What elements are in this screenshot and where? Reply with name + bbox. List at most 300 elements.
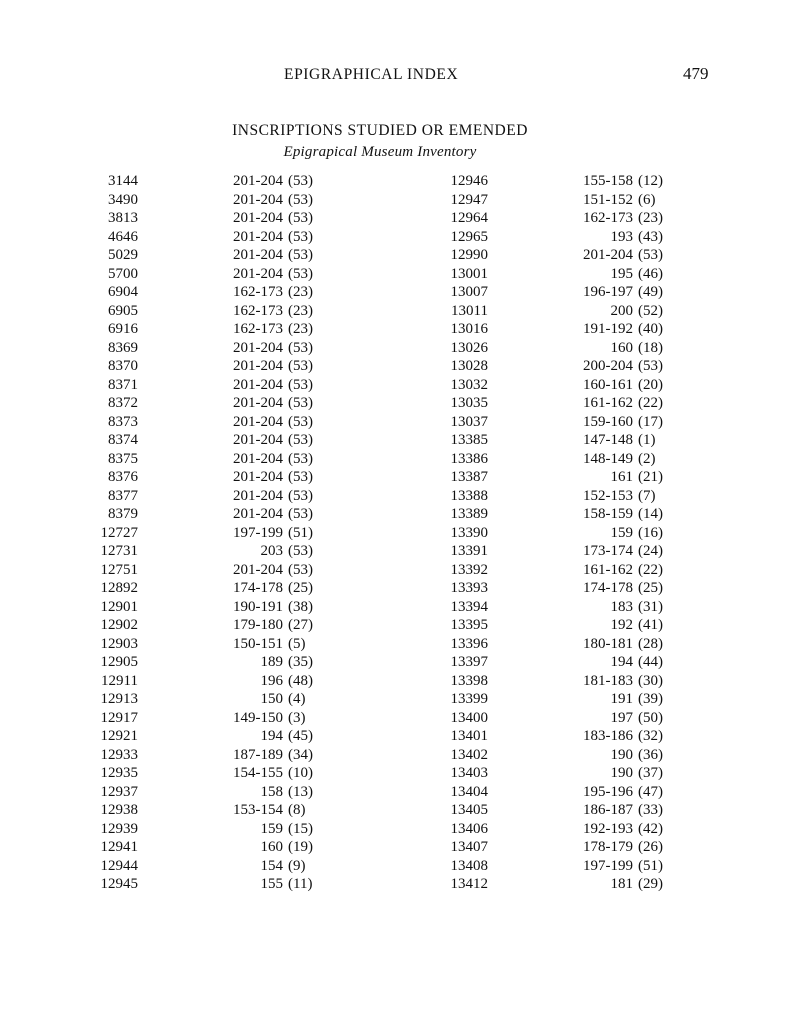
inventory-number: 13028: [450, 358, 488, 374]
entry-reference: (31): [638, 598, 663, 615]
inventory-number: 12935: [100, 765, 138, 781]
index-entry: [80, 561, 480, 580]
page-range: 201-204: [233, 376, 283, 393]
inventory-number: 5700: [108, 265, 138, 282]
page-range: 192: [610, 617, 633, 633]
page-range: 160: [260, 839, 283, 855]
inventory-number: 8372: [108, 395, 138, 411]
inventory-number: 13026: [450, 339, 488, 356]
index-entry: [80, 357, 480, 376]
index-entry: [80, 709, 480, 728]
index-entry: [430, 764, 786, 783]
page-range: 161: [610, 469, 633, 485]
entry-reference: (27): [288, 617, 313, 633]
index-entry: [430, 487, 786, 506]
entry-reference: (3): [288, 709, 306, 726]
entry-reference: (48): [288, 672, 313, 689]
page-range: 159: [610, 524, 633, 541]
entry-reference: (32): [638, 728, 663, 744]
entry-reference: (53): [638, 358, 663, 374]
page-range: 162-173: [233, 284, 283, 300]
index-entry: [80, 524, 480, 543]
entry-reference: (53): [288, 561, 313, 578]
index-entry: [80, 783, 480, 802]
inventory-number: 13388: [450, 487, 488, 504]
index-entry: [430, 302, 786, 321]
entry-reference: (37): [638, 765, 663, 781]
page-range: 192-193: [583, 820, 633, 837]
page-range: 155: [260, 876, 283, 892]
inventory-number: 13386: [450, 450, 488, 467]
entry-reference: (39): [638, 691, 663, 707]
inventory-number: 13407: [450, 839, 488, 855]
inventory-number: 6905: [108, 302, 138, 319]
inventory-number: 13011: [451, 302, 488, 319]
index-entry: [80, 690, 480, 709]
index-entry: [430, 561, 786, 580]
inventory-number: 12945: [100, 876, 138, 892]
index-entry: [80, 746, 480, 765]
page-range: 201-204: [233, 247, 283, 263]
entry-reference: (44): [638, 654, 663, 670]
page-range: 151-152: [583, 191, 633, 208]
inventory-number: 13385: [450, 432, 488, 448]
index-entry: [430, 838, 786, 857]
page-range: 201-204: [233, 469, 283, 485]
page-range: 201-204: [583, 247, 633, 263]
inventory-number: 8369: [108, 339, 138, 356]
index-entry: [80, 320, 480, 339]
entry-reference: (20): [638, 376, 663, 393]
page-range: 201-204: [233, 210, 283, 226]
page-range: 155-158: [583, 173, 633, 189]
entry-reference: (53): [288, 432, 313, 448]
index-entry: [430, 727, 786, 746]
entry-reference: (26): [638, 839, 663, 855]
page-range: 201-204: [233, 487, 283, 504]
entry-reference: (17): [638, 413, 663, 430]
index-entry: [430, 598, 786, 617]
page-range: 194: [260, 728, 283, 744]
entry-reference: (8): [288, 802, 306, 818]
inventory-number: 13393: [450, 580, 488, 596]
inventory-number: 8370: [108, 358, 138, 374]
entry-reference: (19): [288, 839, 313, 855]
entry-reference: (45): [288, 728, 313, 744]
inventory-number: 12946: [450, 173, 488, 189]
inventory-number: 12990: [450, 247, 488, 263]
page-range: 201-204: [233, 358, 283, 374]
index-entry: [80, 468, 480, 487]
inventory-number: 3813: [108, 210, 138, 226]
entry-reference: (28): [638, 635, 663, 652]
inventory-number: 4646: [108, 228, 138, 245]
index-column-right: [430, 172, 786, 894]
index-entry: [80, 838, 480, 857]
entry-reference: (41): [638, 617, 663, 633]
page-range: 178-179: [583, 839, 633, 855]
inventory-number: 13402: [450, 746, 488, 763]
inventory-number: 12965: [450, 228, 488, 245]
entry-reference: (52): [638, 302, 663, 319]
page-range: 173-174: [583, 543, 633, 559]
index-entry: [80, 727, 480, 746]
index-entry: [430, 172, 786, 191]
page-range: 153-154: [233, 802, 283, 818]
entry-reference: (53): [288, 358, 313, 374]
inventory-number: 13404: [450, 783, 488, 800]
entry-reference: (23): [288, 302, 313, 319]
entry-reference: (11): [288, 876, 313, 892]
index-entry: [430, 857, 786, 876]
index-entry: [430, 394, 786, 413]
page-range: 183: [610, 598, 633, 615]
entry-reference: (53): [288, 210, 313, 226]
inventory-number: 3490: [108, 191, 138, 208]
index-entry: [430, 709, 786, 728]
inventory-number: 8377: [108, 487, 138, 504]
inventory-number: 13398: [450, 672, 488, 689]
inventory-number: 12903: [100, 635, 138, 652]
page-range: 196-197: [583, 284, 633, 300]
entry-reference: (18): [638, 339, 663, 356]
entry-reference: (53): [288, 339, 313, 356]
inventory-number: 13390: [450, 524, 488, 541]
page-range: 174-178: [233, 580, 283, 596]
index-entry: [80, 302, 480, 321]
entry-reference: (22): [638, 395, 663, 411]
running-title: EPIGRAPHICAL INDEX: [284, 66, 459, 83]
page-range: 197-199: [583, 857, 633, 874]
inventory-number: 13392: [450, 561, 488, 578]
inventory-number: 13032: [450, 376, 488, 393]
index-entry: [430, 524, 786, 543]
inventory-number: 8374: [108, 432, 138, 448]
section-subtitle: Epigrapical Museum Inventory: [283, 144, 477, 160]
inventory-number: 12892: [100, 580, 138, 596]
page-range: 201-204: [233, 395, 283, 411]
index-entry: [80, 339, 480, 358]
index-entry: [80, 487, 480, 506]
inventory-number: 13399: [450, 691, 488, 707]
entry-reference: (12): [638, 173, 663, 189]
inventory-number: 12901: [100, 598, 138, 615]
entry-reference: (43): [638, 228, 663, 245]
inventory-number: 12947: [450, 191, 488, 208]
index-entry: [430, 653, 786, 672]
entry-reference: (2): [638, 450, 656, 467]
page-range: 154: [260, 857, 283, 874]
inventory-number: 13016: [450, 321, 488, 337]
index-entry: [80, 283, 480, 302]
entry-reference: (9): [288, 857, 306, 874]
entry-reference: (40): [638, 321, 663, 337]
inventory-number: 12944: [100, 857, 138, 874]
inventory-number: 12913: [100, 691, 138, 707]
entry-reference: (21): [638, 469, 663, 485]
inventory-number: 8376: [108, 469, 138, 485]
index-entry: [80, 801, 480, 820]
entry-reference: (29): [638, 876, 663, 892]
page-range: 162-173: [233, 302, 283, 319]
inventory-number: 13405: [450, 802, 488, 818]
index-entry: [80, 579, 480, 598]
index-entry: [430, 265, 786, 284]
inventory-number: 5029: [108, 247, 138, 263]
page-range: 200-204: [583, 358, 633, 374]
entry-reference: (53): [288, 173, 313, 189]
index-entry: [430, 875, 786, 894]
page-range: 201-204: [233, 228, 283, 245]
inventory-number: 8375: [108, 450, 138, 467]
inventory-number: 13403: [450, 765, 488, 781]
entry-reference: (1): [638, 432, 656, 448]
entry-reference: (53): [288, 395, 313, 411]
index-entry: [80, 635, 480, 654]
index-entry: [80, 450, 480, 469]
inventory-number: 13389: [450, 506, 488, 522]
index-entry: [430, 413, 786, 432]
index-entry: [430, 468, 786, 487]
inventory-number: 13037: [450, 413, 488, 430]
inventory-number: 12731: [100, 543, 138, 559]
index-entry: [430, 357, 786, 376]
index-entry: [80, 875, 480, 894]
page-range: 193: [610, 228, 633, 245]
index-entry: [430, 635, 786, 654]
page-range: 196: [260, 672, 283, 689]
page-range: 158: [260, 783, 283, 800]
entry-reference: (38): [288, 598, 313, 615]
page-range: 186-187: [583, 802, 633, 818]
page-range: 160: [610, 339, 633, 356]
inventory-number: 8373: [108, 413, 138, 430]
index-entry: [80, 209, 480, 228]
entry-reference: (22): [638, 561, 663, 578]
page-range: 160-161: [583, 376, 633, 393]
entry-reference: (10): [288, 765, 313, 781]
page-range: 190: [610, 765, 633, 781]
page-range: 201-204: [233, 561, 283, 578]
index-entry: [430, 431, 786, 450]
entry-reference: (7): [638, 487, 656, 504]
index-entry: [430, 320, 786, 339]
page-range: 201-204: [233, 432, 283, 448]
entry-reference: (23): [638, 210, 663, 226]
page-range: 190: [610, 746, 633, 763]
section-title: INSCRIPTIONS STUDIED OR EMENDED: [232, 122, 528, 139]
page-range: 162-173: [583, 210, 633, 226]
inventory-number: 6916: [108, 321, 138, 337]
inventory-number: 12964: [450, 210, 488, 226]
entry-reference: (15): [288, 820, 313, 837]
inventory-number: 13035: [450, 395, 488, 411]
index-entry: [430, 820, 786, 839]
index-entry: [80, 598, 480, 617]
inventory-number: 13408: [450, 857, 488, 874]
page-range: 181-183: [583, 672, 633, 689]
index-entry: [430, 191, 786, 210]
index-entry: [430, 746, 786, 765]
page-number: 479: [683, 64, 709, 83]
index-entry: [80, 616, 480, 635]
entry-reference: (53): [288, 543, 313, 559]
page-range: 190-191: [233, 598, 283, 615]
entry-reference: (13): [288, 783, 313, 800]
index-entry: [430, 209, 786, 228]
page-range: 191: [610, 691, 633, 707]
index-entry: [430, 228, 786, 247]
inventory-number: 12921: [100, 728, 138, 744]
entry-reference: (53): [288, 413, 313, 430]
inventory-number: 13396: [450, 635, 488, 652]
entry-reference: (50): [638, 709, 663, 726]
index-entry: [80, 672, 480, 691]
page-range: 197-199: [233, 524, 283, 541]
index-entry: [430, 579, 786, 598]
inventory-number: 12917: [100, 709, 138, 726]
entry-reference: (53): [288, 506, 313, 522]
index-column-left: [80, 172, 480, 894]
inventory-number: 8379: [108, 506, 138, 522]
entry-reference: (16): [638, 524, 663, 541]
page-range: 181: [610, 876, 633, 892]
page-range: 159-160: [583, 413, 633, 430]
entry-reference: (51): [638, 857, 663, 874]
inventory-number: 13395: [450, 617, 488, 633]
index-entry: [430, 801, 786, 820]
index-entry: [80, 857, 480, 876]
inventory-number: 12933: [100, 746, 138, 763]
index-entry: [430, 450, 786, 469]
index-entry: [430, 690, 786, 709]
page-range: 195-196: [583, 783, 633, 800]
index-entry: [430, 246, 786, 265]
inventory-number: 13391: [450, 543, 488, 559]
page-range: 187-189: [233, 746, 283, 763]
entry-reference: (14): [638, 506, 663, 522]
entry-reference: (53): [288, 450, 313, 467]
index-entry: [430, 376, 786, 395]
page-range: 203: [260, 543, 283, 559]
index-entry: [80, 172, 480, 191]
inventory-number: 3144: [108, 173, 138, 189]
inventory-number: 13394: [450, 598, 488, 615]
inventory-number: 8371: [108, 376, 138, 393]
entry-reference: (23): [288, 284, 313, 300]
inventory-number: 13001: [450, 265, 488, 282]
index-entry: [430, 283, 786, 302]
page-range: 201-204: [233, 450, 283, 467]
page-range: 201-204: [233, 173, 283, 189]
entry-reference: (53): [288, 487, 313, 504]
entry-reference: (53): [638, 247, 663, 263]
page-range: 150: [260, 691, 283, 707]
page-range: 150-151: [233, 635, 283, 652]
index-entry: [80, 394, 480, 413]
inventory-number: 13397: [450, 654, 488, 670]
inventory-number: 13406: [450, 820, 488, 837]
index-entry: [430, 339, 786, 358]
entry-reference: (5): [288, 635, 306, 652]
index-entry: [80, 653, 480, 672]
page-range: 201-204: [233, 413, 283, 430]
inventory-number: 12937: [100, 783, 138, 800]
entry-reference: (46): [638, 265, 663, 282]
index-entry: [430, 616, 786, 635]
entry-reference: (30): [638, 672, 663, 689]
inventory-number: 12727: [100, 524, 138, 541]
entry-reference: (53): [288, 265, 313, 282]
inventory-number: 13401: [450, 728, 488, 744]
inventory-number: 12939: [100, 820, 138, 837]
inventory-number: 6904: [108, 284, 138, 300]
page-range: 154-155: [233, 765, 283, 781]
page-range: 200: [610, 302, 633, 319]
inventory-number: 13400: [450, 709, 488, 726]
inventory-number: 12941: [100, 839, 138, 855]
page-range: 159: [260, 820, 283, 837]
index-entry: [80, 228, 480, 247]
entry-reference: (33): [638, 802, 663, 818]
page-range: 194: [610, 654, 633, 670]
entry-reference: (23): [288, 321, 313, 337]
entry-reference: (4): [288, 691, 306, 707]
entry-reference: (25): [638, 580, 663, 596]
page-range: 158-159: [583, 506, 633, 522]
entry-reference: (35): [288, 654, 313, 670]
inventory-number: 13412: [450, 876, 488, 892]
entry-reference: (53): [288, 469, 313, 485]
entry-reference: (6): [638, 191, 656, 208]
page-range: 148-149: [583, 450, 633, 467]
page-range: 147-148: [583, 432, 633, 448]
page-range: 180-181: [583, 635, 633, 652]
page-range: 152-153: [583, 487, 633, 504]
page-range: 201-204: [233, 339, 283, 356]
inventory-number: 12938: [100, 802, 138, 818]
index-entry: [80, 820, 480, 839]
entry-reference: (53): [288, 228, 313, 245]
entry-reference: (51): [288, 524, 313, 541]
page-range: 201-204: [233, 506, 283, 522]
index-entry: [80, 246, 480, 265]
entry-reference: (47): [638, 783, 663, 800]
page-range: 161-162: [583, 561, 633, 578]
inventory-number: 12902: [100, 617, 138, 633]
entry-reference: (34): [288, 746, 313, 763]
index-entry: [80, 764, 480, 783]
entry-reference: (36): [638, 746, 663, 763]
index-entry: [80, 431, 480, 450]
index-entry: [430, 672, 786, 691]
inventory-number: 13007: [450, 284, 488, 300]
page-range: 179-180: [233, 617, 283, 633]
page-range: 195: [610, 265, 633, 282]
index-entry: [80, 413, 480, 432]
index-entry: [80, 191, 480, 210]
entry-reference: (25): [288, 580, 313, 596]
page-range: 191-192: [583, 321, 633, 337]
page-range: 189: [260, 654, 283, 670]
inventory-number: 12751: [100, 561, 138, 578]
entry-reference: (42): [638, 820, 663, 837]
index-entry: [80, 542, 480, 561]
page-range: 197: [610, 709, 633, 726]
index-entry: [430, 505, 786, 524]
page-range: 183-186: [583, 728, 633, 744]
index-entry: [430, 542, 786, 561]
